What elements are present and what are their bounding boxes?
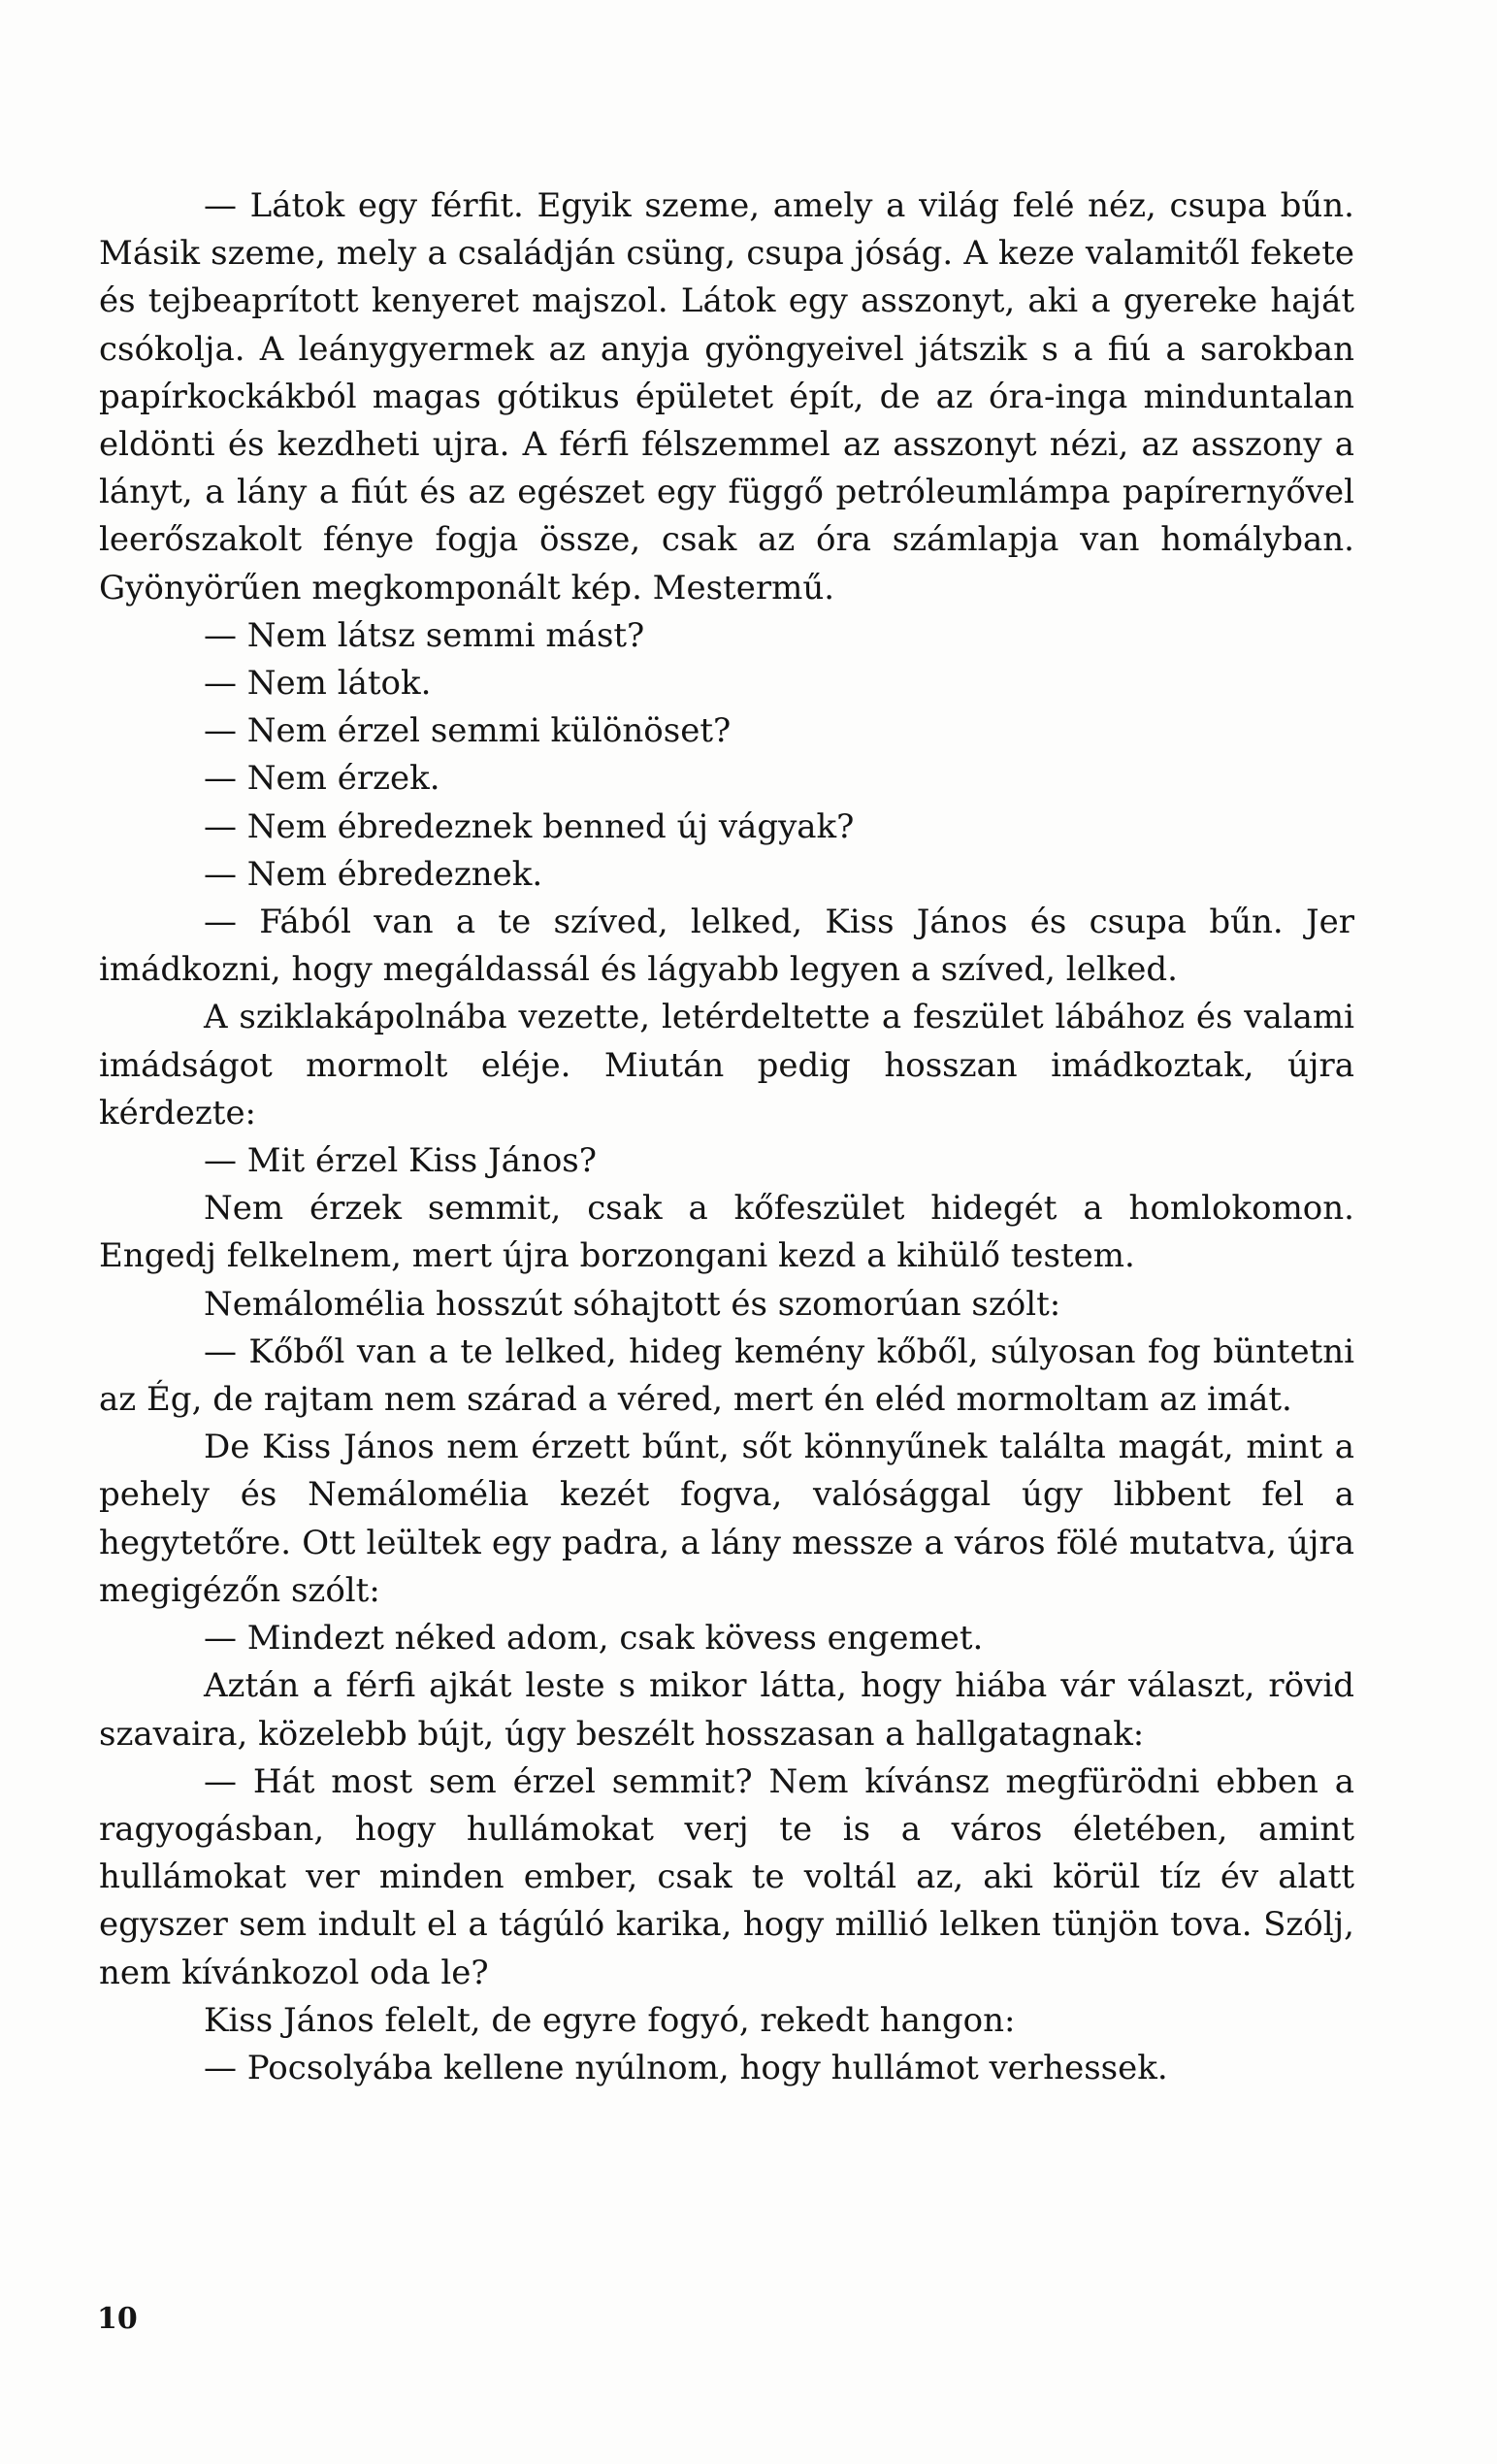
paragraph: — Kőből van a te lelked, hideg kemény kőből, súlyosan fog büntetni az Ég, de rajtam nem szárad a véred, mert én eléd mormoltam az imát. [99,1331,1354,1420]
paragraph: De Kiss János nem érzett bűnt, sőt könnyűnek találta magát, mint a pehely és Nemálomélia kezét fogva, valósággal úgy libbent fel a hegytetőre. Ott leültek egy padra, a lány messze a város fölé mutatva, újra megigézőn szólt: [99,1428,1354,1610]
paragraph: Kiss János felelt, de egyre fogyó, rekedt hangon: [204,2000,1016,2040]
paragraph: — Fából van a te szíved, lelked, Kiss János és csupa bűn. Jer imádkozni, hogy megáldassál és lágyabb legyen a szíved, lelked. [99,903,1354,990]
dialogue-line: — Mit érzel Kiss János? [204,1141,597,1181]
paragraph: Nem érzek semmit, csak a kőfeszület hidegét a homlokomon. Engedj felkelnem, mert újra borzongani kezd a kihülő testem. [99,1189,1354,1276]
page-number: 10 [97,2302,138,2336]
dialogue-line: — Nem látok. [204,664,432,704]
dialogue-line: — Pocsolyába kellene nyúlnom, hogy hullámot verhessek. [204,2048,1168,2087]
paragraph: Aztán a férfi ajkát leste s mikor látta, hogy hiába vár választ, rövid szavaira, közelebb bújt, úgy beszélt hosszasan a hallgatagnak: [99,1666,1354,1754]
paragraph: Nemálomélia hosszút sóhajtott és szomorúan szólt: [204,1284,1061,1324]
dialogue-line: — Nem érzek. [204,759,440,799]
body-text [99,182,1354,2092]
dialogue-line: — Nem ébredeznek benned új vágyak? [204,806,855,846]
dialogue-line: — Mindezt néked adom, csak kövess engemet. [204,1619,984,1659]
paragraph: — Látok egy férfit. Egyik szeme, amely a világ felé néz, csupa bűn. Másik szeme, mely a családján csüng, csupa jóság. A keze valamitől fekete és tejbeaprított kenyeret majszol. Látok egy asszonyt, aki a gyereke haját csókolja. A leánygyermek az anyja gyöngyeivel játszik s a fiú a sarokban papírkockákból magas gótikus épületet épít, de az óra-inga minduntalan eldönti és kezdheti ujra. A férfi félszemmel az asszonyt nézi, az asszony a lányt, a lány a fiút és az egészet egy függő petróleumlámpa papírernyővel leerőszakolt fénye fogja össze, csak az óra számlapja van homályban. Gyönyörűen megkomponált kép. Mestermű. [99,186,1354,608]
dialogue-line: — Nem látsz semmi mást? [204,615,645,655]
paragraph: — Hát most sem érzel semmit? Nem kívánsz megfürödni ebben a ragyogásban, hogy hullámokat verj te is a város életében, amint hullámokat ver minden ember, csak te voltál az, aki körül tíz év alatt egyszer sem indult el a tágúló karika, hogy millió lelken tünjön tova. Szólj, nem kívánkozol oda le? [99,1761,1354,1992]
paragraph: A sziklakápolnába vezette, letérdeltette a feszület lábához és valami imádságot mormolt eléje. Miután pedig hosszan imádkoztak, újra kérdezte: [99,998,1354,1133]
dialogue-line: — Nem érzel semmi különöset? [204,711,732,751]
dialogue-line: — Nem ébredeznek. [204,854,543,894]
